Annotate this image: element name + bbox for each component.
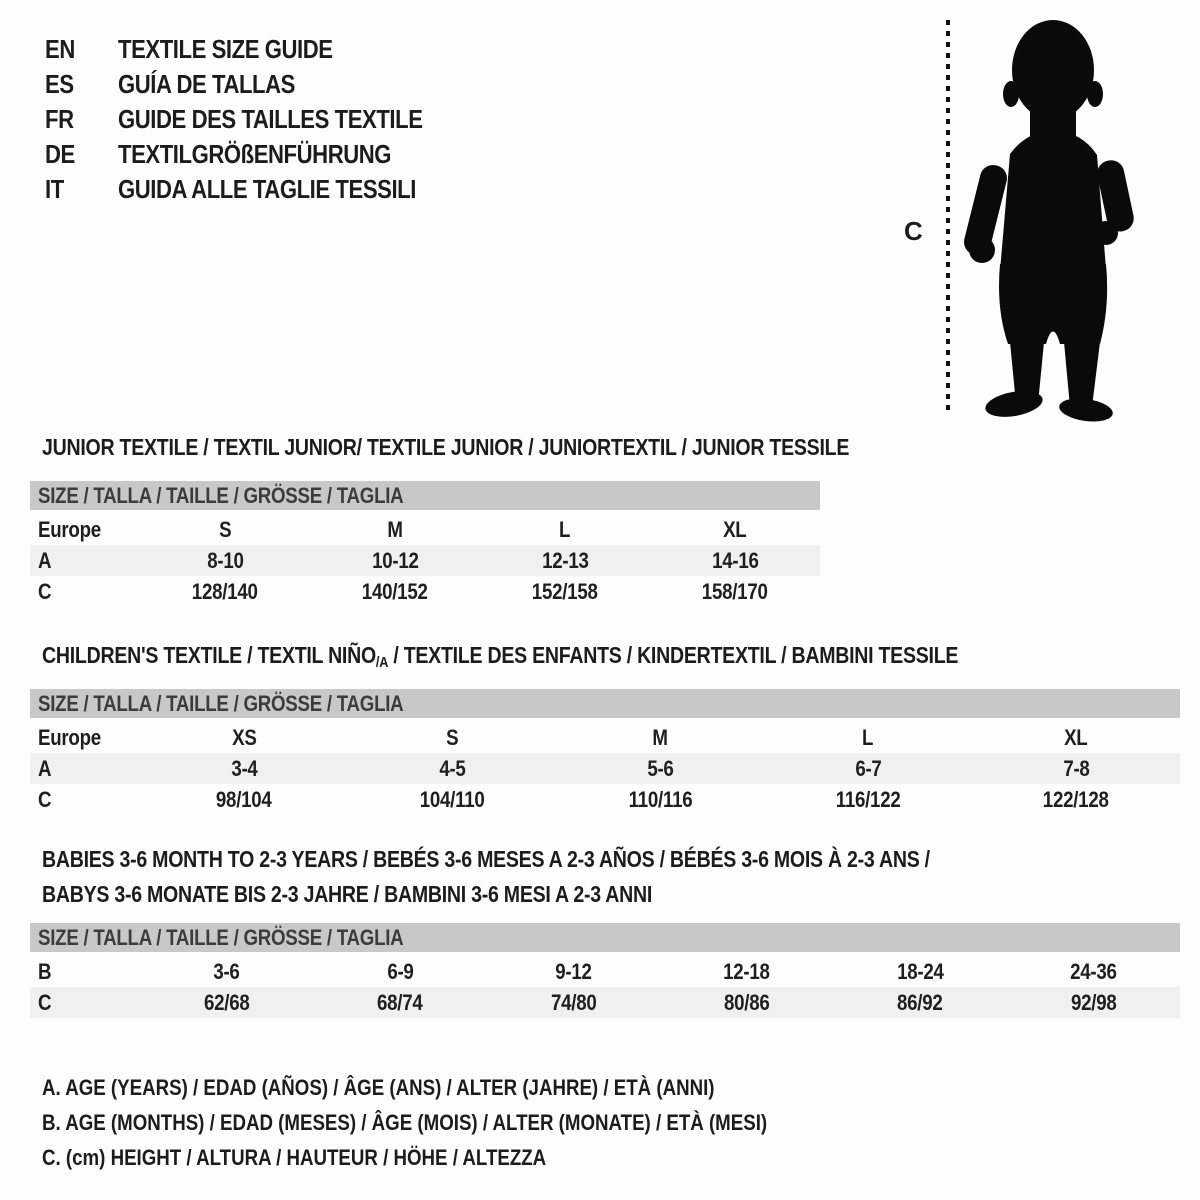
legend-line-a: A. AGE (YEARS) / EDAD (AÑOS) / ÂGE (ANS) / ALTER (JAHRE) / ETÀ (ANNI)	[42, 1074, 715, 1100]
cell-value: S	[218, 516, 232, 542]
cell-value: 128/140	[192, 578, 258, 604]
cell-value: 140/152	[362, 578, 428, 604]
language-code: IT	[45, 174, 64, 204]
cell-value: 8-10	[206, 547, 244, 573]
cell-value: XL	[723, 516, 747, 542]
height-measure-label: C	[904, 216, 923, 246]
children-section-heading: CHILDREN'S TEXTILE / TEXTIL NIÑO/A / TEXTILE DES ENFANTS / KINDERTEXTIL / BAMBINI TESSILE	[42, 642, 959, 671]
cell-value: XS	[231, 724, 257, 750]
children-size-table	[30, 689, 1180, 815]
table-row	[30, 753, 1180, 784]
cell-value: XL	[1064, 724, 1088, 750]
row-label: C	[38, 989, 52, 1015]
cell-value: 86/92	[897, 989, 943, 1015]
cell-value: L	[862, 724, 874, 750]
cell-value: 116/122	[835, 786, 901, 812]
cell-value: S	[445, 724, 459, 750]
cell-value: 6-9	[386, 958, 414, 984]
cell-value: 158/170	[702, 578, 768, 604]
language-title: TEXTILE SIZE GUIDE	[118, 34, 333, 64]
table-header-bar	[30, 481, 820, 512]
row-label: Europe	[38, 516, 101, 542]
table-row	[30, 954, 1180, 987]
cell-value: 92/98	[1070, 989, 1117, 1015]
cell-value: 98/104	[216, 786, 272, 812]
language-code: DE	[45, 139, 75, 169]
language-row-it	[45, 172, 476, 207]
cell-value: 10-12	[371, 547, 419, 573]
row-label: A	[38, 755, 52, 781]
row-label: C	[38, 786, 52, 812]
babies-section-heading-line2: BABYS 3-6 MONATE BIS 2-3 JAHRE / BAMBINI 3-6 MESI A 2-3 ANNI	[42, 881, 653, 907]
size-header-label: SIZE / TALLA / TAILLE / GRÖSSE / TAGLIA	[38, 482, 404, 508]
table-row	[30, 512, 820, 545]
language-title: GUIDA ALLE TAGLIE TESSILI	[118, 174, 416, 204]
cell-value: 24-36	[1070, 958, 1117, 984]
cell-value: 18-24	[896, 958, 944, 984]
size-header-label: SIZE / TALLA / TAILLE / GRÖSSE / TAGLIA	[38, 924, 404, 950]
junior-section-heading: JUNIOR TEXTILE / TEXTIL JUNIOR/ TEXTILE JUNIOR / JUNIORTEXTIL / JUNIOR TESSILE	[42, 434, 850, 460]
cell-value: 6-7	[854, 755, 882, 781]
table-row	[30, 784, 1180, 815]
cell-value: 3-6	[213, 958, 240, 984]
cell-value: 14-16	[711, 547, 759, 573]
legend-line-c: C. (cm) HEIGHT / ALTURA / HAUTEUR / HÖHE / ALTEZZA	[42, 1144, 547, 1170]
cell-value: 152/158	[532, 578, 598, 604]
row-label: C	[38, 578, 52, 604]
cell-value: 110/116	[628, 786, 692, 812]
cell-value: 12-18	[723, 958, 771, 984]
table-row	[30, 987, 1180, 1018]
cell-value: 80/86	[723, 989, 770, 1015]
babies-size-table	[30, 923, 1180, 1018]
legend-line-b: B. AGE (MONTHS) / EDAD (MESES) / ÂGE (MOIS) / ALTER (MONATE) / ETÀ (MESI)	[42, 1109, 768, 1135]
measurement-legend	[42, 1070, 895, 1175]
cell-value: 122/128	[1043, 786, 1109, 812]
cell-value: 74/80	[550, 989, 597, 1015]
cell-value: 9-12	[555, 958, 592, 984]
cell-value: M	[652, 724, 668, 750]
table-row	[30, 720, 1180, 753]
language-row-es	[45, 67, 476, 102]
cell-value: 104/110	[419, 786, 485, 812]
row-label: B	[38, 958, 52, 984]
height-dashed-line	[946, 20, 950, 416]
language-title-list	[45, 32, 476, 207]
toddler-silhouette-icon	[963, 14, 1150, 424]
language-row-en	[45, 32, 476, 67]
babies-section-heading-line1: BABIES 3-6 MONTH TO 2-3 YEARS / BEBÉS 3-6 MESES A 2-3 AÑOS / BÉBÉS 3-6 MOIS À 2-3 ANS /	[42, 846, 930, 872]
table-header-bar	[30, 923, 1180, 954]
cell-value: 5-6	[646, 755, 674, 781]
language-row-de	[45, 137, 476, 172]
language-code: ES	[45, 69, 74, 99]
cell-value: 12-13	[541, 547, 589, 573]
cell-value: 62/68	[204, 989, 250, 1015]
language-title: GUIDE DES TAILLES TEXTILE	[118, 104, 423, 134]
language-title: GUÍA DE TALLAS	[118, 69, 295, 99]
cell-value: 7-8	[1062, 755, 1090, 781]
cell-value: 4-5	[438, 755, 466, 781]
language-title: TEXTILGRÖßENFÜHRUNG	[118, 139, 392, 169]
row-label: A	[38, 547, 52, 573]
size-header-label: SIZE / TALLA / TAILLE / GRÖSSE / TAGLIA	[38, 690, 404, 716]
table-row	[30, 545, 820, 576]
cell-value: 68/74	[377, 989, 423, 1015]
language-row-fr	[45, 102, 476, 137]
table-header-bar	[30, 689, 1180, 720]
cell-value: M	[387, 516, 403, 542]
language-code: FR	[45, 104, 74, 134]
table-row	[30, 576, 820, 607]
row-label: Europe	[38, 724, 101, 750]
cell-value: L	[559, 516, 571, 542]
cell-value: 3-4	[230, 755, 258, 781]
language-code: EN	[45, 34, 75, 64]
junior-size-table	[30, 481, 820, 607]
